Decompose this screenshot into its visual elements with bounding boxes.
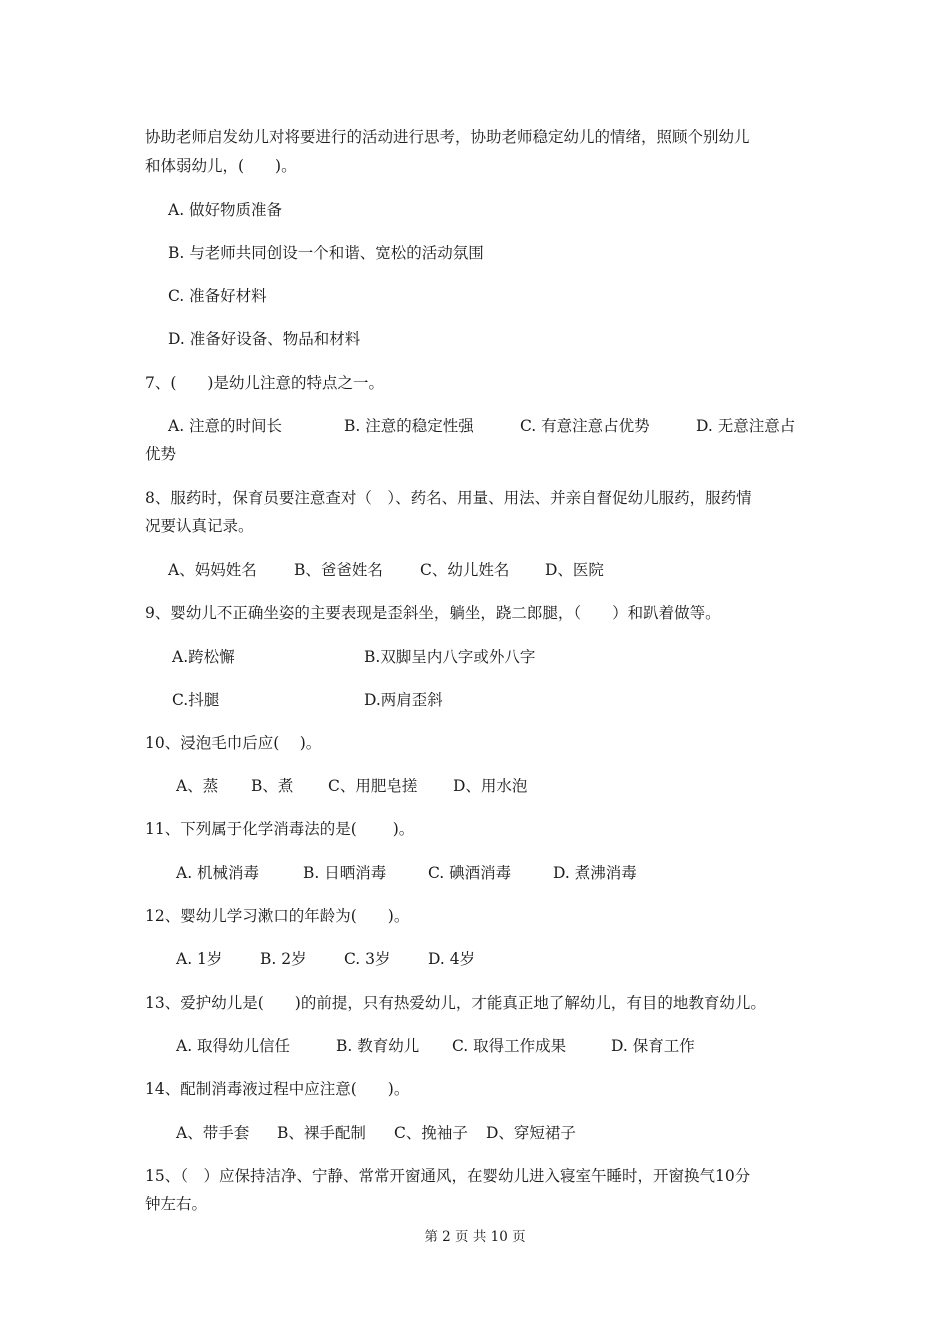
q12-option-d: D. 4岁	[428, 950, 476, 968]
q6-option-b: B. 与老师共同创设一个和谐、宽松的活动氛围	[168, 244, 484, 262]
q8-stem-line2: 况要认真记录。	[145, 517, 254, 535]
q14-option-c: C、挽袖子	[394, 1124, 468, 1142]
q12-option-a: A. 1岁	[176, 950, 223, 968]
q9-option-c: C.抖腿	[172, 691, 220, 709]
q7-option-a: A. 注意的时间长	[168, 417, 283, 435]
q7-option-b: B. 注意的稳定性强	[344, 417, 474, 435]
q8-option-a: A、妈妈姓名	[168, 561, 257, 579]
q8-option-d: D、医院	[545, 561, 604, 579]
q6-stem-line2: 和体弱幼儿，( )。	[145, 157, 297, 175]
q13-option-b: B. 教育幼儿	[336, 1037, 420, 1055]
q12-option-b: B. 2岁	[260, 950, 307, 968]
q11-option-a: A. 机械消毒	[176, 864, 260, 882]
q15-stem-line2: 钟左右。	[145, 1195, 208, 1213]
q8-option-b: B、爸爸姓名	[294, 561, 383, 579]
q9-option-a: A.跨松懈	[172, 648, 235, 666]
q13-option-c: C. 取得工作成果	[452, 1037, 567, 1055]
q15-stem-line1: 15、（ ）应保持洁净、宁静、常常开窗通风，在婴幼儿进入寝室午睡时，开窗换气10分	[145, 1167, 751, 1185]
q6-option-d: D. 准备好设备、物品和材料	[168, 330, 361, 348]
q7-stem: 7、( )是幼儿注意的特点之一。	[145, 374, 384, 392]
q6-option-a: A. 做好物质准备	[168, 201, 283, 219]
q11-option-d: D. 煮沸消毒	[553, 864, 637, 882]
q11-option-c: C. 碘酒消毒	[428, 864, 512, 882]
q6-option-c: C. 准备好材料	[168, 287, 267, 305]
q14-option-a: A、带手套	[176, 1124, 250, 1142]
q14-option-d: D、穿短裙子	[486, 1124, 576, 1142]
q14-option-b: B、裸手配制	[277, 1124, 366, 1142]
q13-stem: 13、爱护幼儿是( )的前提，只有热爱幼儿，才能真正地了解幼儿，有目的地教育幼儿。	[145, 994, 766, 1012]
q12-stem: 12、婴幼儿学习漱口的年龄为( )。	[145, 907, 410, 925]
q9-option-d: D.两肩歪斜	[364, 691, 443, 709]
q10-stem: 10、浸泡毛巾后应( )。	[145, 734, 322, 752]
q10-option-b: B、煮	[251, 777, 294, 795]
q11-stem: 11、下列属于化学消毒法的是( )。	[145, 820, 415, 838]
q10-option-c: C、用肥皂搓	[328, 777, 418, 795]
q8-stem-line1: 8、服药时，保育员要注意查对（ ）、药名、用量、用法、并亲自督促幼儿服药，服药情	[145, 489, 752, 507]
q12-option-c: C. 3岁	[344, 950, 391, 968]
q6-stem-line1: 协助老师启发幼儿对将要进行的活动进行思考，协助老师稳定幼儿的情绪，照顾个别幼儿	[145, 128, 750, 146]
q11-option-b: B. 日晒消毒	[303, 864, 387, 882]
q10-option-a: A、蒸	[176, 777, 219, 795]
q9-stem: 9、婴幼儿不正确坐姿的主要表现是歪斜坐，躺坐，跷二郎腿，（ ）和趴着做等。	[145, 604, 721, 622]
q13-option-a: A. 取得幼儿信任	[176, 1037, 291, 1055]
q14-stem: 14、配制消毒液过程中应注意( )。	[145, 1080, 410, 1098]
q7-option-d: D. 无意注意占	[696, 417, 796, 435]
q8-option-c: C、幼儿姓名	[420, 561, 510, 579]
q13-option-d: D. 保育工作	[611, 1037, 695, 1055]
q7-option-wrap: 优势	[145, 445, 177, 463]
q9-option-b: B.双脚呈内八字或外八字	[364, 648, 536, 666]
q10-option-d: D、用水泡	[453, 777, 528, 795]
q7-option-c: C. 有意注意占优势	[520, 417, 650, 435]
page-number-footer: 第 2 页 共 10 页	[424, 1229, 526, 1245]
